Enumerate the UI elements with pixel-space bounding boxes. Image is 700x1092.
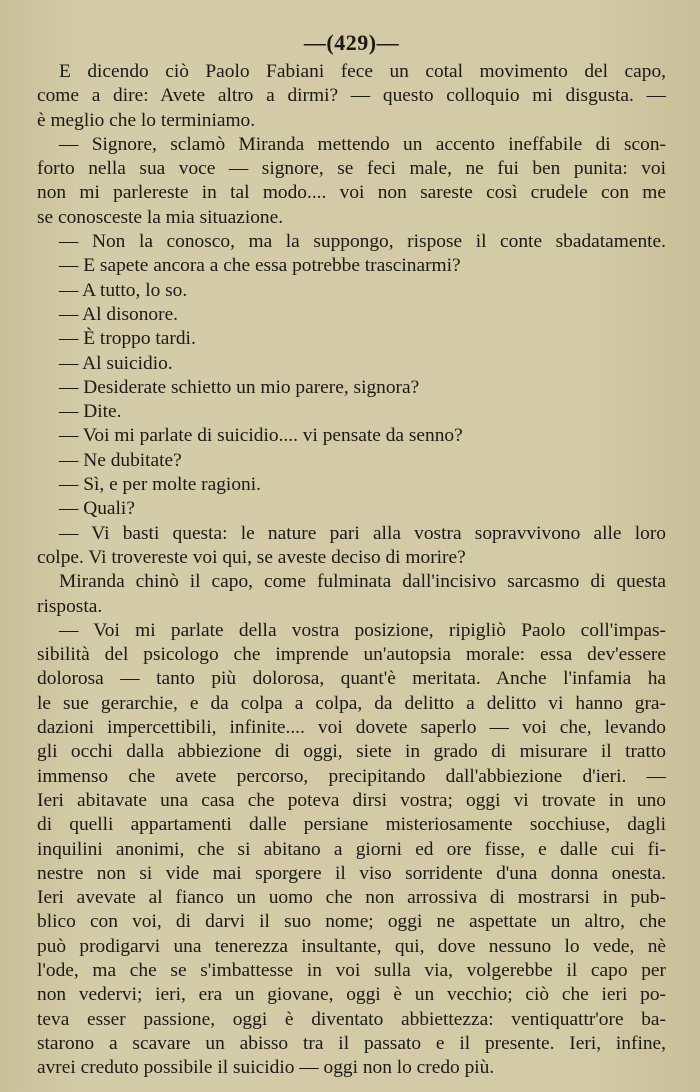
text-line: Ieri abitavate una casa che poteva dirsi vostra; oggi vi trovate in uno bbox=[37, 789, 666, 811]
text-line: risposta. bbox=[37, 595, 103, 617]
text-line: — Non la conosco, ma la suppongo, rispose il conte sbadatamente. bbox=[59, 231, 666, 253]
text-line: — Dite. bbox=[59, 401, 122, 423]
text-line: — Voi mi parlate di suicidio.... vi pensate da senno? bbox=[59, 425, 463, 447]
text-line: Miranda chinò il capo, come fulminata dall'incisivo sarcasmo di questa bbox=[59, 571, 666, 593]
text-line: gli occhi dalla abbiezione di oggi, siete in grado di misurare il tratto bbox=[37, 741, 666, 763]
text-line: blico con voi, di darvi il suo nome; oggi ne aspettate un altro, che bbox=[37, 911, 666, 933]
text-line: — Voi mi parlate della vostra posizione, ripigliò Paolo coll'impas- bbox=[59, 619, 666, 641]
text-line: come a dire: Avete altro a dirmi? — questo colloquio mi disgusta. — bbox=[37, 85, 666, 107]
text-line: colpe. Vi trovereste voi qui, se aveste deciso di morire? bbox=[37, 546, 466, 568]
text-line: dazioni impercettibili, infinite.... voi dovete saperlo — voi che, levando bbox=[37, 717, 666, 739]
text-line: l'ode, ma che se s'imbattesse in voi sulla via, volgerebbe il capo per bbox=[37, 959, 666, 981]
text-line: nestre non si vide mai sporgere il viso sorridente d'una donna onesta. bbox=[37, 862, 666, 884]
text-line: inquilini anonimi, che si abitano a giorni ed ore fisse, e dalle cui fi- bbox=[37, 838, 666, 860]
text-line: immenso che avete percorso, precipitando dall'abbiezione d'ieri. — bbox=[37, 765, 666, 787]
text-line: — Al suicidio. bbox=[59, 352, 173, 374]
text-line: non mi parlereste in tal modo.... voi non sareste così crudele con me bbox=[37, 182, 666, 204]
text-line: — Vi basti questa: le nature pari alla vostra sopravvivono alle loro bbox=[59, 522, 666, 544]
text-line: — E sapete ancora a che essa potrebbe trascinarmi? bbox=[59, 255, 461, 277]
text-line: — Al disonore. bbox=[59, 303, 179, 325]
text-line: — Sì, e per molte ragioni. bbox=[59, 474, 261, 496]
text-line: può prodigarvi una tenerezza insultante, qui, dove nessuno lo vede, nè bbox=[37, 935, 666, 957]
page-number: —(429)— bbox=[303, 30, 400, 55]
text-line: — Ne dubitate? bbox=[59, 449, 182, 471]
text-line: sibilità del psicologo che imprende un'autopsia morale: essa dev'essere bbox=[37, 644, 666, 666]
text-line: non vedervi; ieri, era un giovane, oggi è un vecchio; ciò che ieri po- bbox=[37, 984, 666, 1006]
text-line: di quelli appartamenti dalle persiane misteriosamente socchiuse, dagli bbox=[37, 814, 666, 836]
text-line: — A tutto, lo so. bbox=[59, 279, 188, 301]
text-line: le sue gerarchie, e da colpa a colpa, da delitto a delitto vi hanno gra- bbox=[37, 692, 666, 714]
text-line: starono a scavare un abisso tra il passato e il presente. Ieri, infine, bbox=[37, 1032, 666, 1054]
text-line: avrei creduto possibile il suicidio — oggi non lo credo più. bbox=[37, 1057, 495, 1079]
text-line: teva esser passione, oggi è diventato abbiettezza: ventiquattr'ore ba- bbox=[37, 1008, 666, 1030]
text-line: — Quali? bbox=[59, 498, 135, 520]
text-line: Ieri avevate al fianco un uomo che non arrossiva di mostrarsi in pub- bbox=[37, 887, 666, 909]
page-body-text bbox=[37, 60, 666, 1080]
text-line: è meglio che lo terminiamo. bbox=[37, 109, 256, 131]
text-line: se conosceste la mia situazione. bbox=[37, 206, 284, 228]
text-line: dolorosa — tanto più dolorosa, quant'è meritata. Anche l'infamia ha bbox=[37, 668, 666, 690]
text-line: — È troppo tardi. bbox=[59, 328, 196, 350]
text-line: — Desiderate schietto un mio parere, signora? bbox=[59, 376, 420, 398]
text-line: — Signore, sclamò Miranda mettendo un accento ineffabile di scon- bbox=[59, 133, 666, 155]
text-line: forto nella sua voce — signore, se feci male, ne fui ben punita: voi bbox=[37, 158, 666, 180]
text-line: E dicendo ciò Paolo Fabiani fece un cotal movimento del capo, bbox=[59, 61, 666, 82]
